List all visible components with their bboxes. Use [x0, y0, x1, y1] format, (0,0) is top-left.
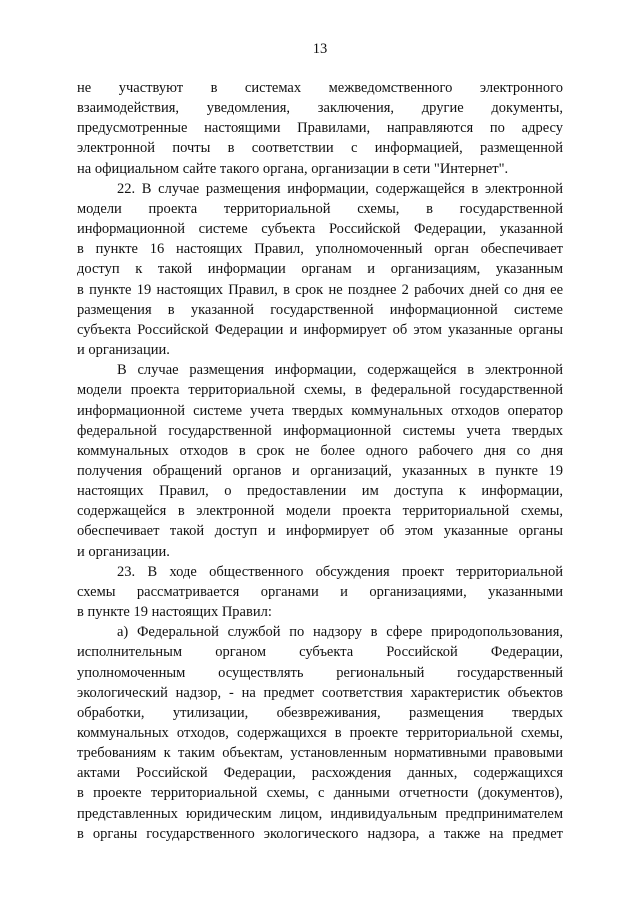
text-line: модели проекта территориальной схемы, в государственной	[77, 200, 563, 217]
text-line: взаимодействия, уведомления, заключения, другие документы,	[77, 100, 563, 117]
text-line: схемы рассматривается органами и организациями, указанными	[77, 583, 563, 600]
text-line: и организации.	[77, 342, 170, 359]
text-line: обеспечивает такой доступ и информирует об этом указанные органы	[77, 523, 563, 540]
text-line: в пункте 16 настоящих Правил, уполномоченный орган обеспечивает	[77, 241, 563, 258]
text-line: и организации.	[77, 543, 170, 560]
text-line: на официальном сайте такого органа, организации в сети "Интернет".	[77, 160, 509, 177]
text-line: в органы государственного экологического надзора, а также на предмет	[77, 825, 563, 842]
text-line: настоящих Правил, о предоставлении им доступа к информации,	[77, 483, 563, 500]
text-line: размещения в указанной государственной информационной системе	[77, 301, 563, 318]
text-line: модели проекта территориальной схемы, в федеральной государственной	[77, 382, 563, 399]
text-line: субъекта Российской Федерации и информирует об этом указанные органы	[77, 321, 563, 338]
document-body	[77, 78, 563, 844]
text-line: требованиям к таким объектам, установленным нормативными правовыми	[77, 745, 563, 762]
text-line: не участвуют в системах межведомственного электронного	[77, 80, 563, 96]
text-line: информационной системе субъекта Российской Федерации, указанной	[77, 221, 563, 238]
text-line: экологический надзор, - на предмет соответствия характеристик объектов	[77, 684, 563, 701]
page-number: 13	[312, 41, 328, 57]
text-line: в пункте 19 настоящих Правил, в срок не позднее 2 рабочих дней со дня ее	[77, 281, 563, 298]
text-line: электронной почты в соответствии с информацией, размещенной	[77, 140, 563, 157]
text-line: 23. В ходе общественного обсуждения проект территориальной	[117, 563, 563, 580]
text-line: доступ к такой информации органам и организациям, указанным	[77, 261, 563, 278]
text-line: 22. В случае размещения информации, содержащейся в электронной	[117, 180, 563, 197]
text-line: в пункте 19 настоящих Правил:	[77, 604, 272, 621]
text-line: предусмотренные настоящими Правилами, направляются по адресу	[77, 120, 563, 137]
text-line: федеральной государственной информационной системы учета твердых	[77, 422, 563, 439]
text-line: обработки, утилизации, обезвреживания, размещения твердых	[77, 704, 563, 721]
text-line: информационной системе учета твердых коммунальных отходов оператор	[77, 402, 563, 419]
text-line: актами Российской Федерации, расхождения данных, содержащихся	[77, 765, 563, 782]
text-line: исполнительным органом субъекта Российской Федерации,	[77, 644, 563, 661]
text-line: а) Федеральной службой по надзору в сфере природопользования,	[117, 624, 563, 641]
text-line: В случае размещения информации, содержащейся в электронной	[117, 362, 563, 379]
text-line: представленных юридическим лицом, индивидуальным предпринимателем	[77, 805, 563, 822]
text-line: содержащейся в электронной модели проекта территориальной схемы,	[77, 503, 563, 520]
text-line: в проекте территориальной схемы, с данными отчетности (документов),	[77, 785, 563, 802]
text-line: коммунальных отходов, содержащихся в проекте территориальной схемы,	[77, 725, 563, 741]
text-line: коммунальных отходов в срок не более одного рабочего дня со дня	[77, 442, 563, 459]
text-line: получения обращений органов и организаций, указанных в пункте 19	[77, 462, 563, 479]
text-line: уполномоченным осуществлять региональный государственный	[77, 664, 563, 681]
